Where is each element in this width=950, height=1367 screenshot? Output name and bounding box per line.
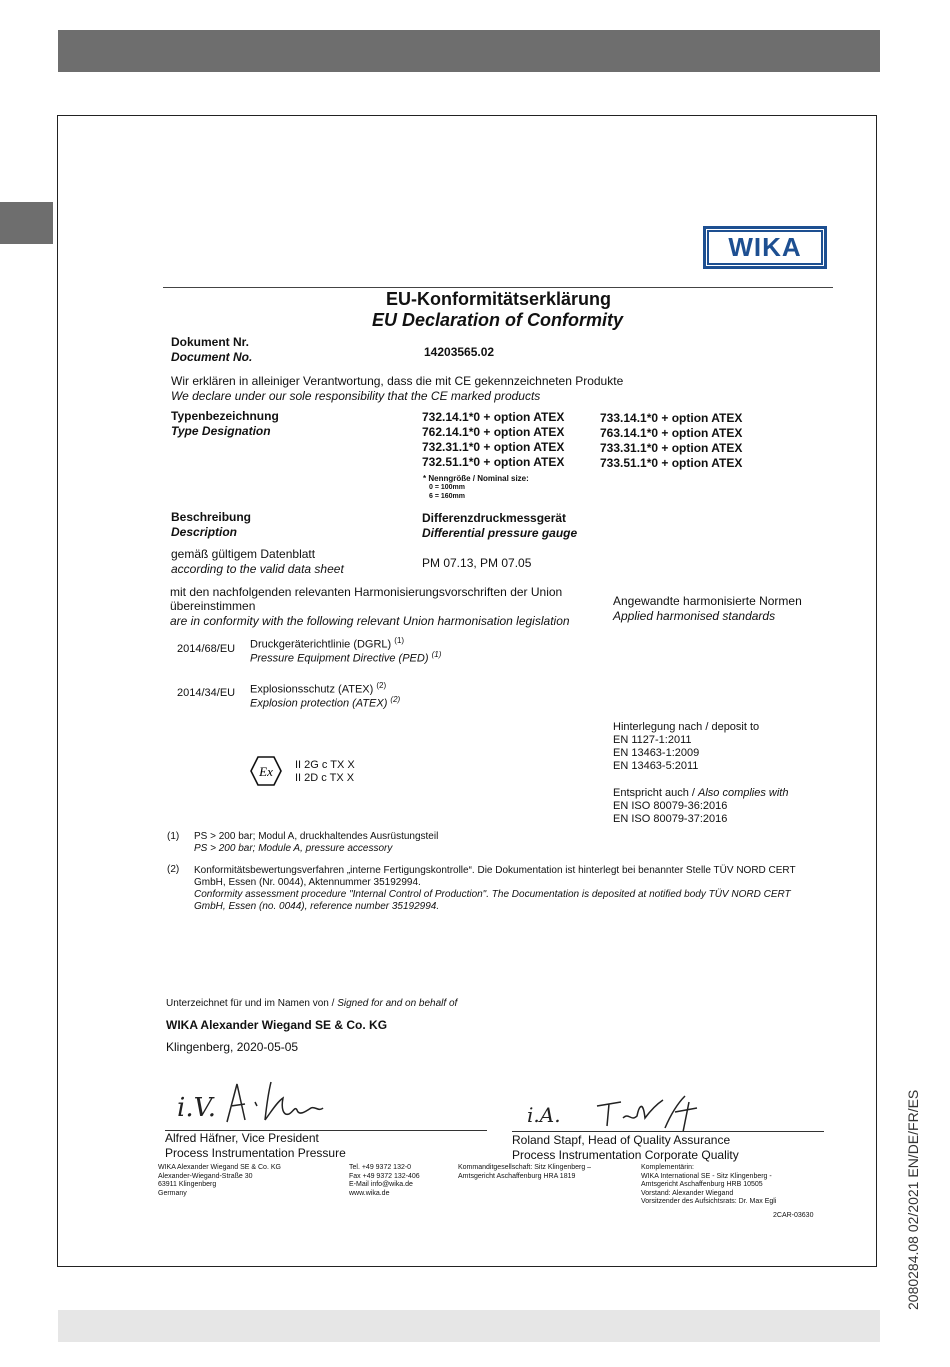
declare-de: Wir erklären in alleiniger Verantwortung, dass die mit CE gekennzeichneten Produkte xyxy=(171,374,624,388)
description-value-de: Differenzdruckmessgerät xyxy=(422,511,567,525)
footer-partner: Komplementärin: WIKA International SE - Sitz Klingenberg - Amtsgericht Aschaffenburg HRB 10505 Vorstand: Alexander Wiegand Vorsitzender des Aufsichtsrats: Dr. Max Egli xyxy=(641,1164,777,1205)
wika-logo xyxy=(703,226,827,269)
description-label-en: Description xyxy=(171,525,238,539)
footnote-1-num: (1) xyxy=(167,831,180,842)
type-col2-2: 763.14.1*0 + option ATEX xyxy=(600,426,743,440)
datasheet-label-de: gemäß gültigem Datenblatt xyxy=(171,547,316,561)
type-col2-4: 733.51.1*0 + option ATEX xyxy=(600,456,743,470)
ex-marking-gas: II 2G c TX X xyxy=(295,759,355,771)
doc-number: 14203565.02 xyxy=(424,345,495,359)
signer-1-name: Alfred Häfner, Vice President xyxy=(165,1131,319,1145)
signer-2-name: Roland Stapf, Head of Quality Assurance xyxy=(512,1133,731,1147)
footer-contact: Tel. +49 9372 132-0 Fax +49 9372 132-406 E-Mail info@wika.de www.wika.de xyxy=(349,1164,420,1197)
nominal-size-6: 6 = 160mm xyxy=(429,493,465,500)
also-complies-label: Entspricht auch / Also complies with xyxy=(613,787,789,799)
type-col1-3: 732.31.1*0 + option ATEX xyxy=(422,440,565,454)
harmon-de-1: mit den nachfolgenden relevanten Harmonisierungsvorschriften der Union xyxy=(170,585,563,599)
standards-header-de: Angewandte harmonisierte Normen xyxy=(613,594,802,608)
standard-3: EN 13463-5:2011 xyxy=(613,760,699,772)
datasheet-label-en: according to the valid data sheet xyxy=(171,562,344,576)
type-col2-3: 733.31.1*0 + option ATEX xyxy=(600,441,743,455)
wika-logo-text: WIKA xyxy=(707,230,823,265)
title-de: EU-Konformitätserklärung xyxy=(386,289,612,309)
doc-label-en: Document No. xyxy=(171,350,253,364)
description-value-en: Differential pressure gauge xyxy=(422,526,578,540)
form-code: 2CAR-03630 xyxy=(773,1212,814,1219)
declare-en: We declare under our sole responsibility that the CE marked products xyxy=(171,389,541,403)
footnote-2-num: (2) xyxy=(167,864,180,875)
footnote-1-en: PS > 200 bar; Module A, pressure accessory xyxy=(194,843,393,854)
type-label-de: Typenbezeichnung xyxy=(171,409,279,423)
type-label-en: Type Designation xyxy=(171,424,271,438)
directive-2-en: Explosion protection (ATEX) $^{(2)}$ xyxy=(250,695,401,710)
also-standard-2: EN ISO 80079-37:2016 xyxy=(613,813,728,825)
footnote-2-de-1: Konformitätsbewertungsverfahren „interne Fertigungskontrolle“. Die Dokumentation ist hinterlegt bei benannter Stelle TÜV NORD CERT xyxy=(194,865,796,876)
signing-company: WIKA Alexander Wiegand SE & Co. KG xyxy=(166,1018,388,1032)
side-tab-marker xyxy=(0,202,53,244)
ex-marking-dust: II 2D c TX X xyxy=(295,772,355,784)
ex-hexagon-icon xyxy=(250,756,282,786)
nominal-size-0: 0 = 100mm xyxy=(429,484,465,491)
harmon-de-2: übereinstimmen xyxy=(170,599,256,613)
footnote-1-de: PS > 200 bar; Modul A, druckhaltendes Ausrüstungsteil xyxy=(194,831,439,842)
directive-1-en: Pressure Equipment Directive (PED) $^{(1)}$ xyxy=(250,650,442,665)
type-col2-1: 733.14.1*0 + option ATEX xyxy=(600,411,743,425)
footer-address: WIKA Alexander Wiegand SE & Co. KG Alexander-Wiegand-Straße 30 63911 Klingenberg Germany xyxy=(158,1164,281,1197)
title-en: EU Declaration of Conformity xyxy=(372,310,624,330)
directive-1-de: Druckgeräterichtlinie (DGRL) $^{(1)}$ xyxy=(250,636,405,651)
type-col1-1: 732.14.1*0 + option ATEX xyxy=(422,410,565,424)
deposit-label: Hinterlegung nach / deposit to xyxy=(613,721,760,733)
header-rule xyxy=(163,287,833,288)
footer-legal: Kommanditgesellschaft: Sitz Klingenberg – Amtsgericht Aschaffenburg HRA 1819 xyxy=(458,1164,592,1180)
directive-2-de: Explosionsschutz (ATEX) $^{(2)}$ xyxy=(250,681,387,696)
also-standard-1: EN ISO 80079-36:2016 xyxy=(613,800,728,812)
signed-on-behalf: Unterzeichnet für und im Namen von / Signed for and on behalf of xyxy=(166,998,458,1009)
standard-1: EN 1127-1:2011 xyxy=(613,734,692,746)
footnote-2-de-2: GmbH, Essen (Nr. 0044), Aktennummer 35192994. xyxy=(194,877,421,888)
header-bar xyxy=(58,30,880,72)
svg-text:i.A.: i.A. xyxy=(527,1103,561,1127)
type-col1-2: 762.14.1*0 + option ATEX xyxy=(422,425,565,439)
signature-stapf xyxy=(525,1088,715,1132)
standards-header-en: Applied harmonised standards xyxy=(613,609,776,623)
footnote-2-en-2: GmbH, Essen (no. 0044), reference number 35192994. xyxy=(194,901,440,912)
signer-1-role: Process Instrumentation Pressure xyxy=(165,1146,346,1160)
description-label-de: Beschreibung xyxy=(171,510,252,524)
standard-2: EN 13463-1:2009 xyxy=(613,747,700,759)
directive-2-code: 2014/34/EU xyxy=(177,687,236,699)
document-code: 2080284.08 02/2021 EN/DE/FR/ES xyxy=(905,1089,921,1310)
footer-bar xyxy=(58,1310,880,1342)
datasheet-value: PM 07.13, PM 07.05 xyxy=(422,556,532,570)
svg-text:i.V.: i.V. xyxy=(177,1093,217,1123)
signer-2-role: Process Instrumentation Corporate Quality xyxy=(512,1148,739,1162)
type-col1-4: 732.51.1*0 + option ATEX xyxy=(422,455,565,469)
signature-haefner xyxy=(165,1072,335,1132)
doc-label-de: Dokument Nr. xyxy=(171,335,250,349)
signature-line-2 xyxy=(512,1131,824,1132)
nominal-size-label: * Nenngröße / Nominal size: xyxy=(423,474,529,483)
footnote-2-en-1: Conformity assessment procedure "Internal Control of Production". The Documentation is deposited at notified body TÜV NORD CERT xyxy=(194,889,791,900)
harmon-en: are in conformity with the following relevant Union harmonisation legislation xyxy=(170,614,570,628)
directive-1-code: 2014/68/EU xyxy=(177,643,236,655)
svg-text:Ex: Ex xyxy=(259,764,273,779)
place-date: Klingenberg, 2020-05-05 xyxy=(166,1040,299,1054)
